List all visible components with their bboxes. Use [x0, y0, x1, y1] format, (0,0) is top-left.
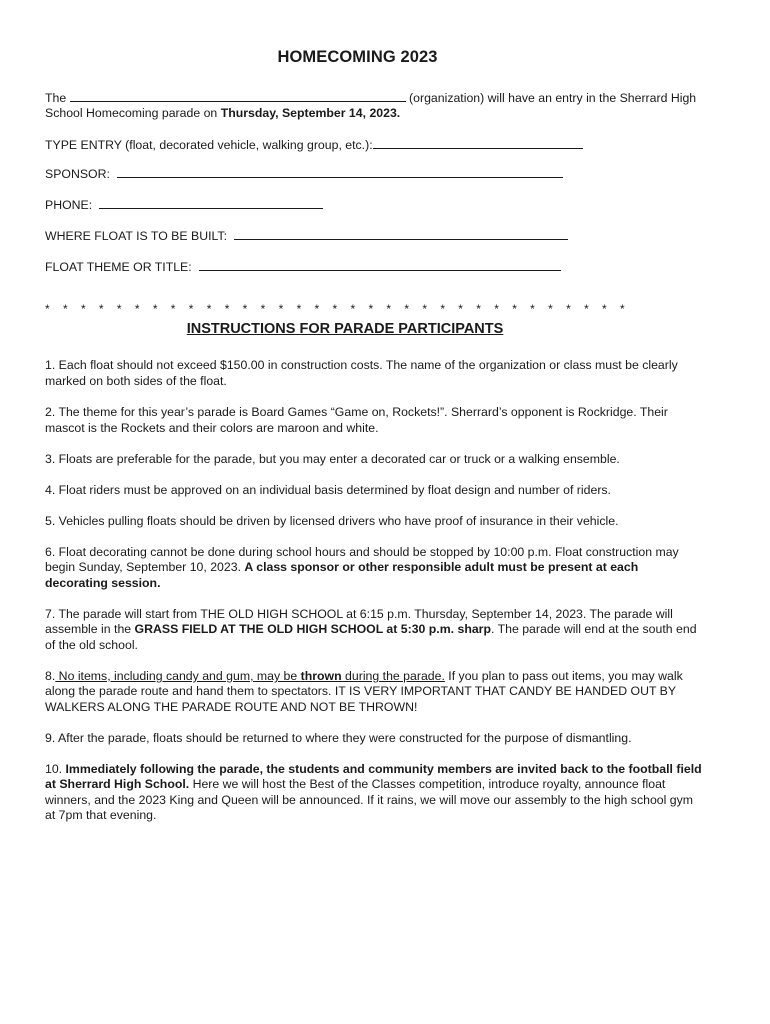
- separator-star: *: [116, 302, 122, 316]
- phone-label: PHONE:: [45, 198, 93, 212]
- item-10-line-2-bold: at Sherrard High School.: [45, 777, 190, 791]
- separator-star: *: [422, 302, 428, 316]
- item-8-underlined-pre: No items, including candy and gum, may be: [55, 669, 301, 683]
- type-entry-label: TYPE ENTRY (float, decorated vehicle, walking group, etc.):: [45, 138, 373, 152]
- item-1-line-2: marked on both sides of the float.: [45, 374, 227, 388]
- item-6-line-2-bold: A class sponsor or other responsible adult must be present at each: [244, 560, 639, 574]
- separator-star: *: [458, 302, 463, 316]
- separator-star: *: [314, 302, 320, 316]
- separator-star: *: [152, 302, 158, 316]
- type-entry-row: [45, 137, 583, 154]
- item-8-line-2: along the parade route and hand them to spectators. IT IS VERY IMPORTANT THAT CANDY BE HANDED OUT BY: [45, 684, 677, 698]
- separator-star: *: [404, 302, 410, 316]
- where-built-label: WHERE FLOAT IS TO BE BUILT:: [45, 229, 227, 243]
- separator-star: *: [80, 302, 86, 316]
- item-7-line-2-post: . The parade will end at the south end: [490, 622, 697, 636]
- parade-date: Thursday, September 14, 2023.: [220, 106, 401, 120]
- sponsor-row: [45, 166, 563, 183]
- separator-star: *: [620, 302, 625, 316]
- intro-the: The: [45, 91, 67, 105]
- separator-star: *: [368, 302, 374, 316]
- item-7-line-2-bold: GRASS FIELD AT THE OLD HIGH SCHOOL at 5:30 p.m. sharp: [134, 622, 491, 636]
- separator-star: *: [45, 302, 50, 316]
- item-10-num: 10.: [45, 762, 66, 776]
- item-10-line-2-post: Here we will host the Best of the Classes competition, introduce royalty, announce float: [189, 777, 666, 791]
- type-entry-blank[interactable]: [373, 137, 583, 149]
- separator-star: *: [386, 302, 392, 316]
- theme-blank[interactable]: [199, 259, 561, 271]
- sponsor-blank[interactable]: [117, 166, 563, 178]
- separator-star: *: [242, 302, 248, 316]
- separator-star: *: [350, 302, 356, 316]
- separator-star: *: [512, 302, 517, 316]
- separator-star: *: [584, 302, 589, 316]
- where-built-blank[interactable]: [234, 228, 568, 240]
- item-9-line-1: 9. After the parade, floats should be returned to where they were constructed for the purpose of dismantling.: [45, 731, 632, 745]
- item-2-line-2: mascot is the Rockets and their colors are maroon and white.: [45, 421, 379, 435]
- separator-star: *: [188, 302, 194, 316]
- item-7-line-2: [45, 622, 697, 638]
- separator-star: *: [170, 302, 176, 316]
- item-6-line-2: [45, 560, 638, 576]
- item-7-line-1: 7. The parade will start from THE OLD HIGH SCHOOL at 6:15 p.m. Thursday, September 14, 2023. The parade will: [45, 607, 673, 621]
- phone-blank[interactable]: [99, 197, 323, 209]
- separator-star: *: [62, 302, 68, 316]
- intro-after-blank: (organization) will have an entry in the Sherrard High: [409, 91, 697, 105]
- separator-star: *: [440, 302, 445, 316]
- item-10-line-1: [45, 762, 702, 778]
- item-10-line-2: [45, 777, 665, 793]
- item-8-thrown: thrown: [300, 669, 342, 683]
- item-6-line-3: [45, 576, 161, 592]
- separator-star: *: [494, 302, 499, 316]
- item-7-line-2-pre: assemble in the: [45, 622, 135, 636]
- item-3-line-1: 3. Floats are preferable for the parade, but you may enter a decorated car or truck or a walking ensemble.: [45, 452, 620, 466]
- separator-star: *: [602, 302, 607, 316]
- separator-star: *: [566, 302, 571, 316]
- item-6-line-1: 6. Float decorating cannot be done during school hours and should be stopped by 10:00 p.m. Float construction may: [45, 545, 679, 559]
- page-title: HOMECOMING 2023: [277, 48, 438, 66]
- item-1-line-1: 1. Each float should not exceed $150.00 in construction costs. The name of the organization or class must be clearly: [45, 358, 678, 372]
- item-8-num: 8.: [45, 669, 56, 683]
- organization-blank[interactable]: [70, 90, 406, 102]
- intro-line-2: [45, 106, 400, 122]
- separator-star: *: [206, 302, 212, 316]
- separator-star: *: [224, 302, 230, 316]
- separator-star: *: [98, 302, 104, 316]
- item-5-line-1: 5. Vehicles pulling floats should be driven by licensed drivers who have proof of insurance in their vehicle.: [45, 514, 619, 528]
- item-6-line-3-bold: decorating session.: [45, 576, 161, 590]
- theme-label: FLOAT THEME OR TITLE:: [45, 260, 192, 274]
- item-7-line-3: of the old school.: [45, 638, 138, 652]
- item-8-underlined-post: during the parade.: [341, 669, 445, 683]
- separator-star: *: [134, 302, 140, 316]
- phone-row: [45, 197, 323, 214]
- item-4-line-1: 4. Float riders must be approved on an individual basis determined by float design and number of riders.: [45, 483, 611, 497]
- item-8-line-3: WALKERS ALONG THE PARADE ROUTE AND NOT BE THROWN!: [45, 700, 418, 714]
- item-10-line-1-bold: Immediately following the parade, the students and community members are invited back to the football field: [65, 762, 702, 776]
- item-6-line-2-plain: begin Sunday, September 10, 2023.: [45, 560, 245, 574]
- item-10-line-4: at 7pm that evening.: [45, 808, 157, 822]
- star-separator: [45, 304, 625, 314]
- where-built-row: [45, 228, 568, 245]
- separator-star: *: [530, 302, 535, 316]
- separator-star: *: [278, 302, 284, 316]
- sponsor-label: SPONSOR:: [45, 167, 110, 181]
- separator-star: *: [296, 302, 302, 316]
- item-2-line-1: 2. The theme for this year’s parade is Board Games “Game on, Rockets!”. Sherrard’s opponent is Rockridge. Their: [45, 405, 668, 419]
- separator-star: *: [260, 302, 266, 316]
- separator-star: *: [548, 302, 553, 316]
- theme-row: [45, 259, 561, 276]
- separator-star: *: [332, 302, 338, 316]
- item-10-line-3: winners, and the 2023 King and Queen will be announced. If it rains, we will move our assembly to the high school gym: [45, 793, 694, 807]
- intro-line-1: [45, 90, 696, 107]
- item-8-line-1-post: If you plan to pass out items, you may walk: [444, 669, 683, 683]
- instructions-heading: INSTRUCTIONS FOR PARADE PARTICIPANTS: [186, 321, 504, 337]
- intro-line2-text: School Homecoming parade on: [45, 106, 221, 120]
- separator-star: *: [476, 302, 481, 316]
- item-8-line-1: [45, 669, 683, 685]
